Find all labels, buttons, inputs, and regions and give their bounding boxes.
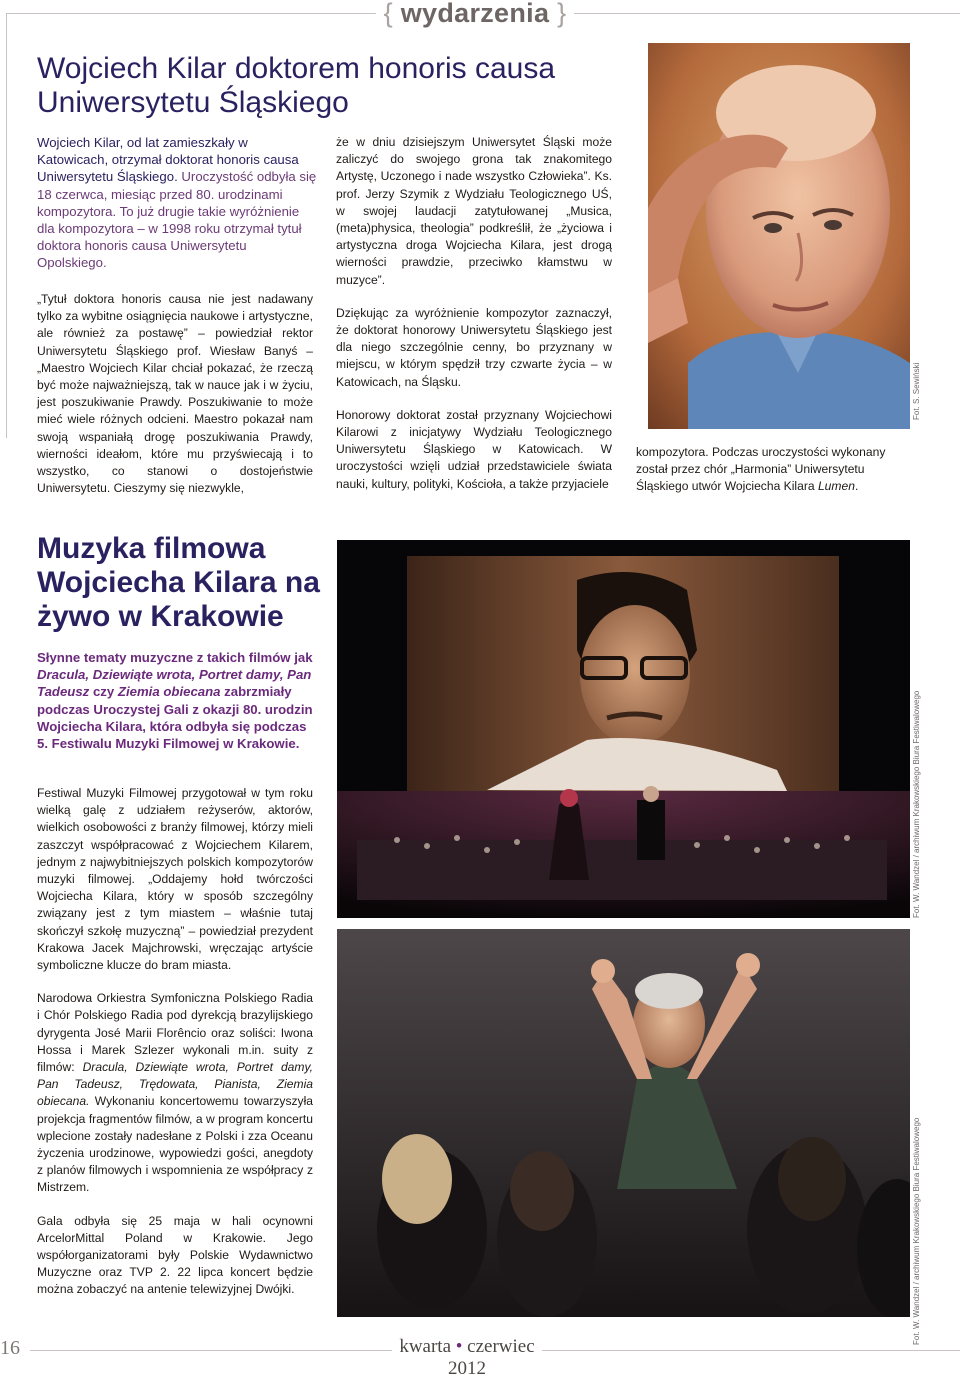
concert-credit: Fot. W. Wandzel / archiwum Krakowskiego Biura Festiwalowego: [912, 690, 921, 918]
article2-column: Festiwal Muzyki Filmowej przygotował w tym roku wielką galę z udziałem reżyserów, aktorów, wielkich osobowości z branży filmowej, którzy mieli zaszczyt współpracować z Wojciechem Kilarem, jednym z najwybitniejszych polskich kompozytorów muzyki filmowej. „Oddajemy hołd twórczości Wojciecha Kilara, który w sposób szczególny związany jest z tym miastem – właśnie tutaj skończył szkołę muzyczną” – powiedział prezydent Krakowa Jacek Majchrowski, wręczając artyście symboliczne klucze do bram miasta. Narodowa Orkiestra Symfoniczna Polskiego Radia i Chór Polskiego Radia pod dyrekcją brazylijskiego dyrygenta José Marii Florêncio oraz soliści: Iwona Hossa i Marek Szlezer wykonali m.in. suity z filmów: Dracula, Dziewiąte wrota, Portret damy, Pan Tadeusz, Trędowata, Pianista, Ziemia obiecana. Wykonaniu koncertowemu towarzyszyła projekcja fragmentów filmów, a w program koncertu wplecione zostały nadesłane z Polski i zza Oceanu życzenia urodzinowe, wypowiedzi gości, anegdoty z planów filmowych i wspomnienia ze współpracy z Mistrzem. Gala odbyła się 25 maja w hali ocynowni ArcelorMittal Poland w Krakowie. Jego współorganizatorami były Polskie Wydawnictwo Muzyczne oraz TVP 2. 22 lipca koncert będzie można zobaczyć na antenie telewizyjnej Dwójki.: [37, 786, 313, 1297]
article1-title: Wojciech Kilar doktorem honoris causa Uniwersytetu Śląskiego: [37, 52, 556, 119]
article1-column-1: „Tytuł doktora honoris causa nie jest nadawany tylko za wybitne osiągnięcia naukowe i artystyczne, ale również za postawę” – powiedział rektor Uniwersytetu Śląskiego prof. Wiesław Banyś – „Maestro Wojciech Kilar chciał pokazać, że rzeczą być może najważniejszą, tak w nauce jak i w życiu, jest poszukiwanie Prawdy. Poszukiwanie to może mieć wiele różnych odcieni. Maestro pokazał nam swoją wspaniałą drogę poszukiwania Prawdy, wierności ideałom, które mu przyświecają i to wszystko, co stanowi o dostojeństwie Uniwersytetu. Cieszymy się niezwykle,: [37, 292, 313, 496]
section-header: { wydarzenia }: [383, 0, 567, 28]
header-rule-right: [574, 13, 960, 14]
article1-lead: Wojciech Kilar, od lat zamieszkały w Katowicach, otrzymał doktorat honoris causa Uniwersytetu Śląskiego. Uroczystość odbyła się 18 czerwca, miesiąc przed 80. urodzinami kompozytora. To już drugie takie wyróżnienie dla kompozytora – w 1998 roku otrzymał tytuł doktora honoris causa Uniwersytetu Opolskiego.: [37, 135, 317, 271]
article1-column-3: kompozytora. Podczas uroczystości wykonany został przez chór „Harmonia” Uniwersytetu Śląskiego utwór Wojciecha Kilara Lumen.: [636, 445, 886, 494]
portrait-credit: Fot. S. Sewiński: [912, 362, 921, 420]
audience-photo: [337, 929, 910, 1317]
page-number: 16: [0, 1337, 20, 1359]
header-rule-left: [6, 13, 376, 14]
concert-photo: [337, 540, 910, 918]
portrait-photo: [648, 43, 910, 429]
article2-title: Muzyka filmowa Wojciecha Kilara na żywo w Krakowie: [37, 532, 320, 633]
footer-magazine: kwarta • czerwiec 2012: [392, 1336, 542, 1380]
article2-lead: Słynne tematy muzyczne z takich filmów jak Dracula, Dziewiąte wrota, Portret damy, Pan Tadeusz czy Ziemia obiecana zabrzmiały podczas Uroczystej Gali z okazji 80. urodzin Wojciecha Kilara, która odbyła się podczas 5. Festiwalu Muzyki Filmowej w Krakowie.: [37, 650, 313, 752]
article1-column-2: że w dniu dzisiejszym Uniwersytet Śląski może zaliczyć do swojego grona tak znakomitego Artystę, Uczonego i nade wszystko Człowieka”. Ks. prof. Jerzy Szymik z Wydziału Teologicznego UŚ, w swojej laudacji zatytułowanej „Musica, (meta)physica, theologia” podkreślił, że „życiowa i artystyczna droga Wojciecha Kilara, jest drogą wierności prawdzie, przeciwko kłamstwu w muzyce”. Dziękując za wyróżnienie kompozytor zaznaczył, że doktorat honorowy Uniwersytetu Śląskiego jest dla niego szczególnie cenny, bo przyznany w miejscu, w którym spędził trzy czwarte życia – w Katowicach, na Śląsku. Honorowy doktorat został przyznany Wojciechowi Kilarowi z inicjatywy Wydziału Teologicznego Uniwersytetu Śląskiego w Katowicach. W uroczystości wzięli udział przedstawiciele świata nauki, kultury, polityki, Kościoła, a także przyjaciele: [336, 135, 612, 491]
left-rule: [6, 13, 7, 438]
audience-credit: Fot. W. Wandzel / archiwum Krakowskiego Biura Festiwalowego: [912, 1117, 921, 1345]
